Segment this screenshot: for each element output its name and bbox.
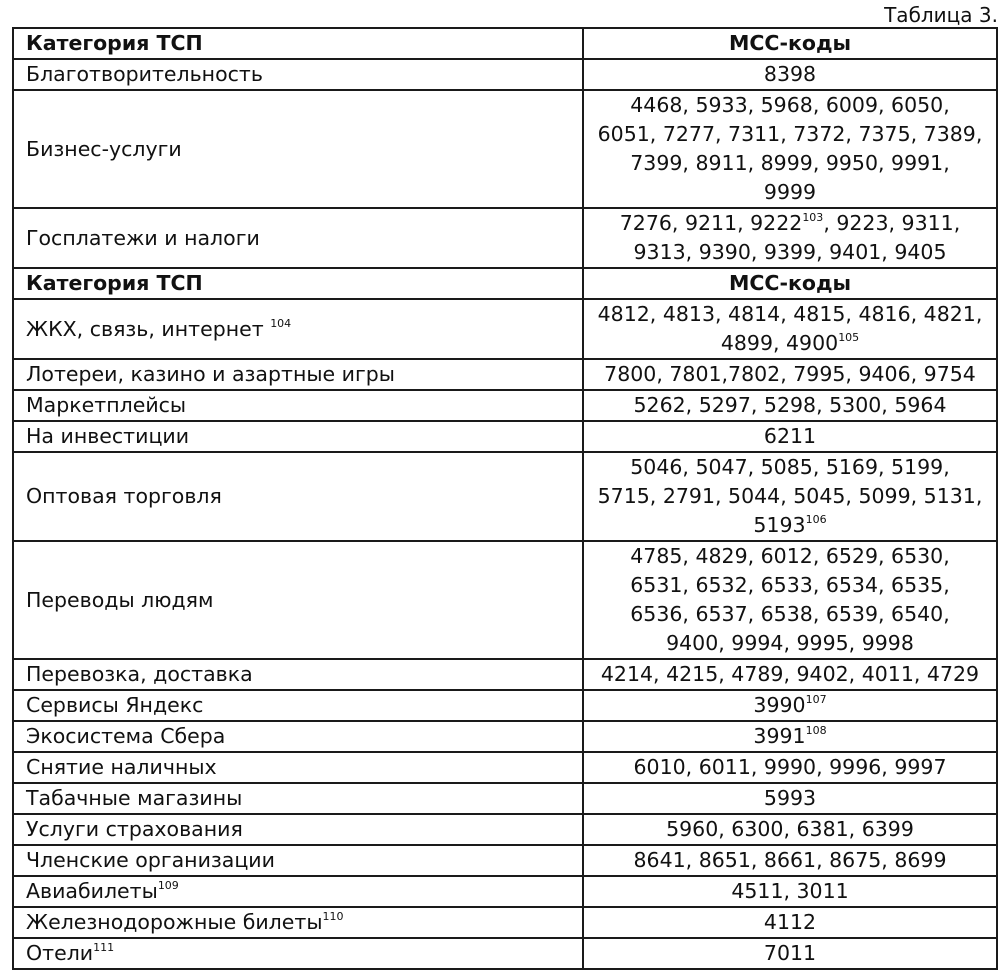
codes-cell: 8641, 8651, 8661, 8675, 8699: [583, 845, 997, 876]
table-row: [13, 876, 997, 907]
codes-cell: 4112: [583, 907, 997, 938]
category-cell: Экосистема Сбера: [13, 721, 583, 752]
footnote-ref: 105: [838, 331, 860, 344]
table-row: [13, 390, 997, 421]
category-cell: Благотворительность: [13, 59, 583, 90]
codes-cell: [583, 90, 997, 208]
table-row: [13, 421, 997, 452]
footnote-ref: 106: [805, 513, 827, 526]
codes-line: 6531, 6532, 6533, 6534, 6535,: [630, 573, 950, 597]
table-row: [13, 359, 997, 390]
table-row: [13, 752, 997, 783]
footnote-ref: 104: [270, 316, 292, 330]
codes-cell: 4214, 4215, 4789, 9402, 4011, 4729: [583, 659, 997, 690]
table-row: [13, 814, 997, 845]
category-cell: [13, 938, 583, 969]
table-header-row: [13, 268, 997, 299]
category-cell: На инвестиции: [13, 421, 583, 452]
codes-cell: 6211: [583, 421, 997, 452]
codes-cell: [583, 541, 997, 659]
table-row: [13, 659, 997, 690]
codes-cell: [583, 690, 997, 721]
codes-line: 5193: [753, 513, 806, 537]
category-cell: Переводы людям: [13, 541, 583, 659]
table-header-row: [13, 28, 997, 59]
codes-line: 4468, 5933, 5968, 6009, 6050,: [630, 93, 950, 117]
table-row: [13, 541, 997, 659]
table-row: [13, 690, 997, 721]
category-label: Отели: [26, 941, 94, 965]
category-cell: Услуги страхования: [13, 814, 583, 845]
codes-line: 7276, 9211, 9222: [619, 211, 803, 235]
category-label: Железнодорожные билеты: [26, 910, 323, 934]
codes-line: , 9223, 9311,: [823, 211, 961, 235]
category-label: Авиабилеты: [26, 879, 158, 903]
table-row: [13, 783, 997, 814]
codes-line: 9999: [763, 180, 817, 204]
category-cell: Табачные магазины: [13, 783, 583, 814]
codes-cell: [583, 208, 997, 268]
table-caption: Таблица 3.: [884, 3, 998, 27]
codes-cell: 6010, 6011, 9990, 9996, 9997: [583, 752, 997, 783]
category-cell: Членские организации: [13, 845, 583, 876]
header-codes: МСС-коды: [583, 28, 997, 59]
footnote-ref: 109: [157, 879, 179, 892]
codes-line: 7399, 8911, 8999, 9950, 9991,: [630, 151, 950, 175]
codes-line: 5046, 5047, 5085, 5169, 5199,: [630, 455, 950, 479]
category-cell: Маркетплейсы: [13, 390, 583, 421]
codes-cell: 7011: [583, 938, 997, 969]
codes-cell: 8398: [583, 59, 997, 90]
codes-line: 9400, 9994, 9995, 9998: [666, 631, 914, 655]
codes-line: 4785, 4829, 6012, 6529, 6530,: [630, 544, 950, 568]
codes-cell: 5960, 6300, 6381, 6399: [583, 814, 997, 845]
table-row: [13, 452, 997, 541]
codes-cell: 7800, 7801,7802, 7995, 9406, 9754: [583, 359, 997, 390]
table-row: [13, 845, 997, 876]
table-row: [13, 90, 997, 208]
codes-cell: 5262, 5297, 5298, 5300, 5964: [583, 390, 997, 421]
table-row: [13, 938, 997, 969]
footnote-ref: 108: [805, 724, 827, 737]
category-cell: [13, 876, 583, 907]
footnote-ref: 110: [322, 910, 344, 923]
category-cell: [13, 907, 583, 938]
category-cell: Лотереи, казино и азартные игры: [13, 359, 583, 390]
footnote-ref: 103: [802, 211, 824, 224]
table-row: [13, 208, 997, 268]
codes-line: 6051, 7277, 7311, 7372, 7375, 7389,: [597, 122, 983, 146]
category-cell: Перевозка, доставка: [13, 659, 583, 690]
header-category: Категория ТСП: [13, 268, 583, 299]
header-codes: МСС-коды: [583, 268, 997, 299]
category-cell: [13, 299, 583, 359]
footnote-ref: 107: [805, 693, 827, 706]
codes-cell: [583, 299, 997, 359]
category-cell: Оптовая торговля: [13, 452, 583, 541]
codes-line: 5715, 2791, 5044, 5045, 5099, 5131,: [597, 484, 983, 508]
codes-line: 3991: [753, 724, 806, 748]
codes-line: 3990: [753, 693, 806, 717]
table-row: [13, 907, 997, 938]
codes-line: 9313, 9390, 9399, 9401, 9405: [633, 240, 947, 264]
codes-cell: 5993: [583, 783, 997, 814]
category-label: ЖКХ, связь, интернет: [26, 316, 271, 341]
footnote-ref: 111: [93, 941, 115, 954]
category-cell: Снятие наличных: [13, 752, 583, 783]
codes-line: 6536, 6537, 6538, 6539, 6540,: [630, 602, 950, 626]
mcc-table: [12, 27, 998, 970]
category-cell: Госплатежи и налоги: [13, 208, 583, 268]
codes-line: 4899, 4900: [720, 331, 839, 355]
table-row: [13, 721, 997, 752]
category-cell: Сервисы Яндекс: [13, 690, 583, 721]
header-category: Категория ТСП: [13, 28, 583, 59]
category-cell: Бизнес-услуги: [13, 90, 583, 208]
codes-line: 4812, 4813, 4814, 4815, 4816, 4821,: [597, 302, 983, 326]
codes-cell: 4511, 3011: [583, 876, 997, 907]
table-row: [13, 59, 997, 90]
codes-cell: [583, 721, 997, 752]
table-row: [13, 299, 997, 359]
codes-cell: [583, 452, 997, 541]
